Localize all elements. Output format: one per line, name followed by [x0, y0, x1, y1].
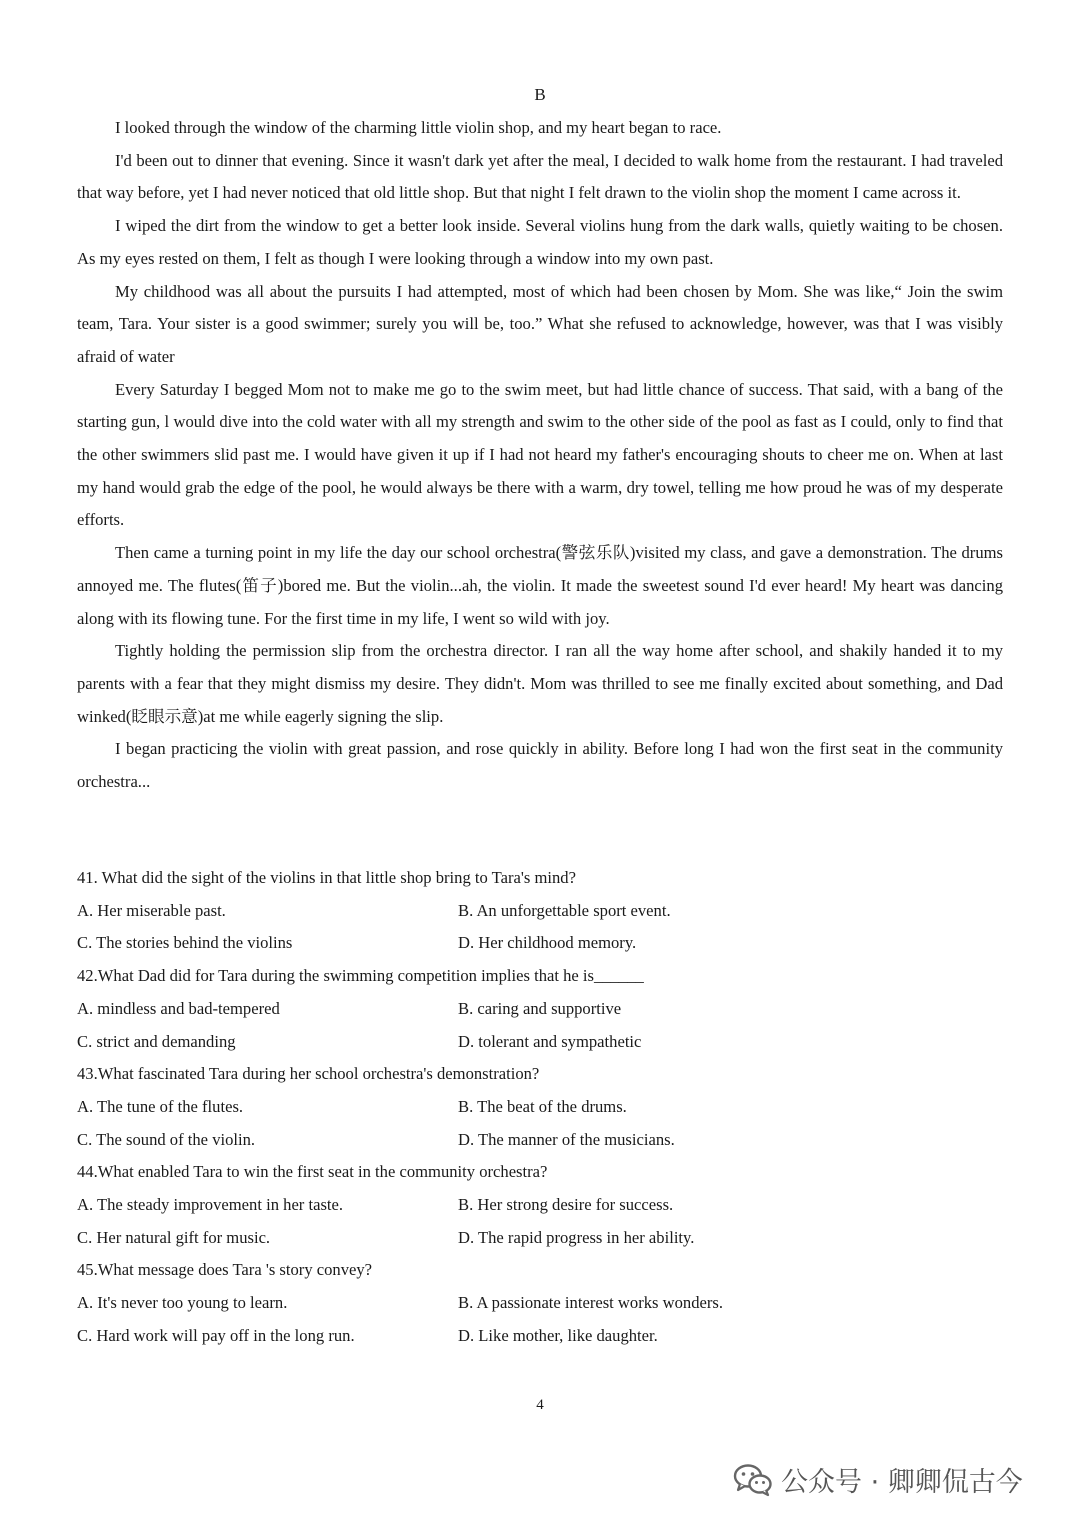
- option-row: [77, 1287, 1003, 1320]
- option-a: A. mindless and bad-tempered: [77, 998, 280, 1018]
- reading-passage: [77, 112, 1003, 799]
- option-row: [77, 993, 1003, 1026]
- option-d: D. The rapid progress in her ability.: [458, 1227, 695, 1247]
- option-row: [77, 1026, 1003, 1059]
- option-b: B. An unforgettable sport event.: [458, 900, 671, 920]
- passage-paragraph: Every Saturday I begged Mom not to make me go to the swim meet, but had little chance of success. That said, with a bang of the starting gun, l would dive into the cold water with all my strength and swim to the other side of the pool as fast as I could, only to find that the other swimmers slid past me. I would have given it up if I had not heard my father's encouraging shouts to cheer me on. When at last my hand would grab the edge of the pool, he would always be there with a warm, dry towel, telling me how proud he was of my desperate efforts.: [77, 379, 1003, 530]
- passage-paragraph: My childhood was all about the pursuits I had attempted, most of which had been chosen by Mom. She was like,“ Join the swim team, Tara. Your sister is a good swimmer; surely you will be, too.” What she refused to acknowledge, however, was that I was visibly afraid of water: [77, 281, 1003, 366]
- watermark: [733, 1460, 1023, 1499]
- option-row: [77, 1091, 1003, 1124]
- option-a: A. It's never too young to learn.: [77, 1293, 288, 1313]
- option-b: B. The beat of the drums.: [458, 1096, 627, 1116]
- option-c: C. Her natural gift for music.: [77, 1227, 271, 1247]
- wechat-icon: [733, 1463, 773, 1497]
- option-d: D. Like mother, like daughter.: [458, 1325, 658, 1345]
- option-a: A. The tune of the flutes.: [77, 1096, 244, 1116]
- question-stem: 44.What enabled Tara to win the first seat in the community orchestra?: [77, 1162, 548, 1182]
- passage-paragraph: I began practicing the violin with great passion, and rose quickly in ability. Before long I had won the first seat in the community orchestra...: [77, 739, 1003, 792]
- option-c: C. The sound of the violin.: [77, 1129, 256, 1149]
- page-number: 4: [536, 1397, 544, 1413]
- question-stem: 45.What message does Tara 's story convey?: [77, 1260, 373, 1280]
- passage-paragraph: Then came a turning point in my life the day our school orchestra(警弦乐队)visited my class, and gave a demonstration. The drums annoyed me. The flutes(笛子)bored me. But the violin...ah, the violin. It made the sweetest sound I'd ever heard! My heart was dancing along with its flowing tune. For the first time in my life, I went so wild with joy.: [77, 543, 1003, 628]
- option-c: C. The stories behind the violins: [77, 933, 293, 953]
- question-stem: 41. What did the sight of the violins in that little shop bring to Tara's mind?: [77, 868, 576, 887]
- option-c: C. Hard work will pay off in the long run.: [77, 1325, 355, 1345]
- option-row: [77, 895, 1003, 928]
- passage-paragraph: Tightly holding the permission slip from the orchestra director. I ran all the way home after school, and shakily handed it to my parents with a fear that they might dismiss my desire. They didn't. Mom was thrilled to see me finally excited about something, and Dad winked(眨眼示意)at me while eagerly signing the slip.: [77, 641, 1003, 726]
- option-row: [77, 1320, 1003, 1353]
- option-row: [77, 927, 1003, 960]
- question-41: [77, 862, 1003, 960]
- option-b: B. A passionate interest works wonders.: [458, 1293, 724, 1313]
- option-d: D. Her childhood memory.: [458, 933, 637, 953]
- option-a: A. Her miserable past.: [77, 900, 226, 920]
- option-c: C. strict and demanding: [77, 1031, 236, 1051]
- question-45: [77, 1254, 1003, 1352]
- section-letter: B: [534, 85, 546, 104]
- option-d: D. tolerant and sympathetic: [458, 1031, 642, 1051]
- watermark-text: 公众号 · 卿卿侃古今: [781, 1467, 1023, 1498]
- question-44: [77, 1156, 1003, 1254]
- question-42: [77, 960, 1003, 1058]
- question-stem: 43.What fascinated Tara during her school orchestra's demonstration?: [77, 1064, 540, 1084]
- option-d: D. The manner of the musicians.: [458, 1129, 675, 1149]
- option-a: A. The steady improvement in her taste.: [77, 1195, 344, 1215]
- passage-paragraph: I looked through the window of the charming little violin shop, and my heart began to race.: [115, 118, 722, 137]
- question-43: [77, 1058, 1003, 1156]
- option-b: B. caring and supportive: [458, 998, 622, 1018]
- option-row: [77, 1189, 1003, 1222]
- option-row: [77, 1222, 1003, 1255]
- question-list: [77, 862, 1003, 1353]
- question-stem: 42.What Dad did for Tara during the swimming competition implies that he is______: [77, 966, 644, 986]
- option-b: B. Her strong desire for success.: [458, 1195, 674, 1215]
- passage-paragraph: I'd been out to dinner that evening. Since it wasn't dark yet after the meal, I decided to walk home from the restaurant. I had traveled that way before, yet I had never noticed that old little shop. But that night I felt drawn to the violin shop the moment I came across it.: [77, 150, 1003, 203]
- option-row: [77, 1124, 1003, 1157]
- passage-paragraph: I wiped the dirt from the window to get a better look inside. Several violins hung from the dark walls, quietly waiting to be chosen. As my eyes rested on them, I felt as though I were looking through a window into my own past.: [77, 216, 1003, 268]
